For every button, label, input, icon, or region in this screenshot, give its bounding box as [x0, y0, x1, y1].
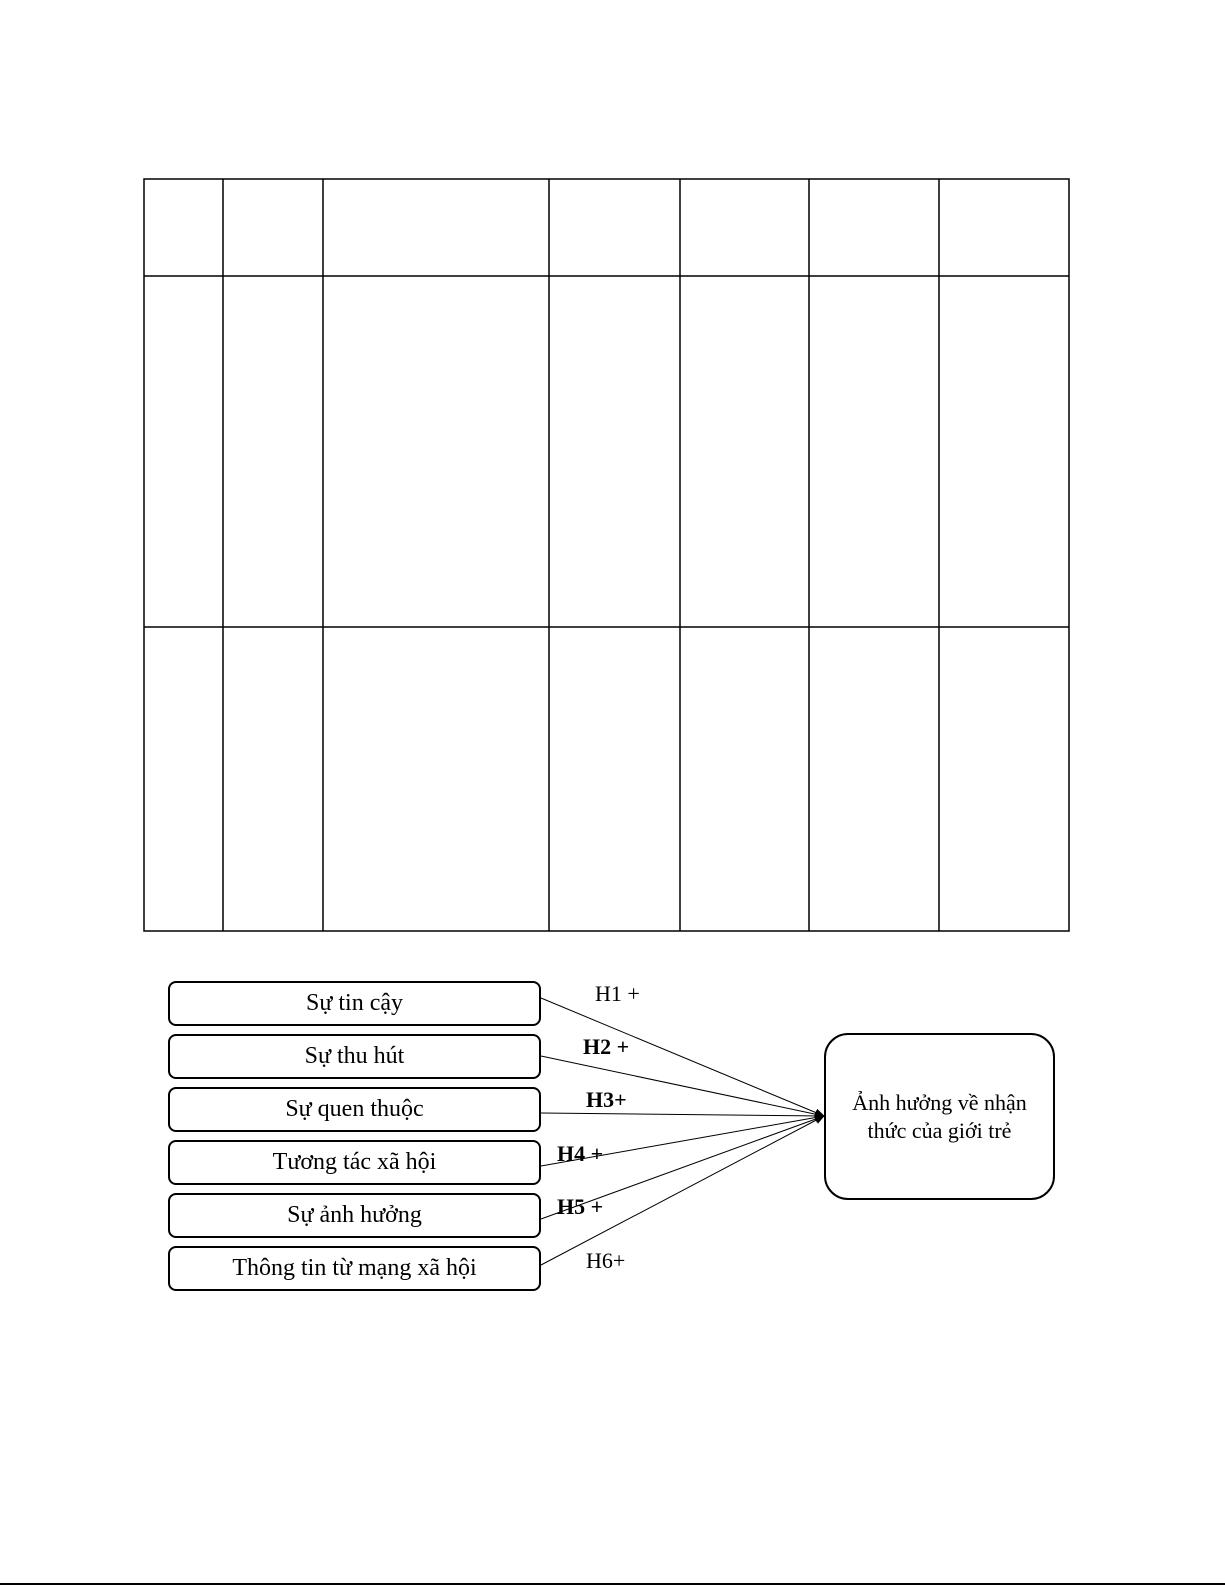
outcome-label: Ảnh hưởng về nhận thức của giới trẻ: [852, 1089, 1027, 1143]
factor-label: Sự tin cậy: [306, 990, 403, 1016]
factor-box-familiarity: [168, 1087, 541, 1132]
factor-box-reliability: [168, 981, 541, 1026]
arrow-h6: [541, 1116, 824, 1265]
factor-label: Thông tin từ mạng xã hội: [232, 1255, 477, 1281]
hypothesis-label-h4: H4 +: [557, 1141, 604, 1166]
factor-box-social-interaction: [168, 1140, 541, 1185]
factor-label: Sự thu hút: [304, 1043, 405, 1069]
hypothesis-label-h2: H2 +: [583, 1034, 630, 1059]
outcome-box: [824, 1033, 1055, 1200]
factor-label: Sự quen thuộc: [285, 1096, 424, 1122]
factor-label: Sự ảnh hưởng: [287, 1202, 422, 1228]
hypothesis-label-h6: H6+: [586, 1248, 626, 1273]
arrow-h3: [541, 1113, 824, 1116]
hypothesis-label-h3: H3+: [586, 1087, 627, 1112]
hypothesis-label-h1: H1 +: [595, 981, 640, 1006]
factor-label: Tương tác xã hội: [272, 1149, 437, 1175]
factor-box-social-media-info: [168, 1246, 541, 1291]
factor-box-influence: [168, 1193, 541, 1238]
factor-box-attractiveness: [168, 1034, 541, 1079]
arrow-h2: [541, 1056, 824, 1116]
hypothesis-label-h5: H5 +: [557, 1194, 604, 1219]
